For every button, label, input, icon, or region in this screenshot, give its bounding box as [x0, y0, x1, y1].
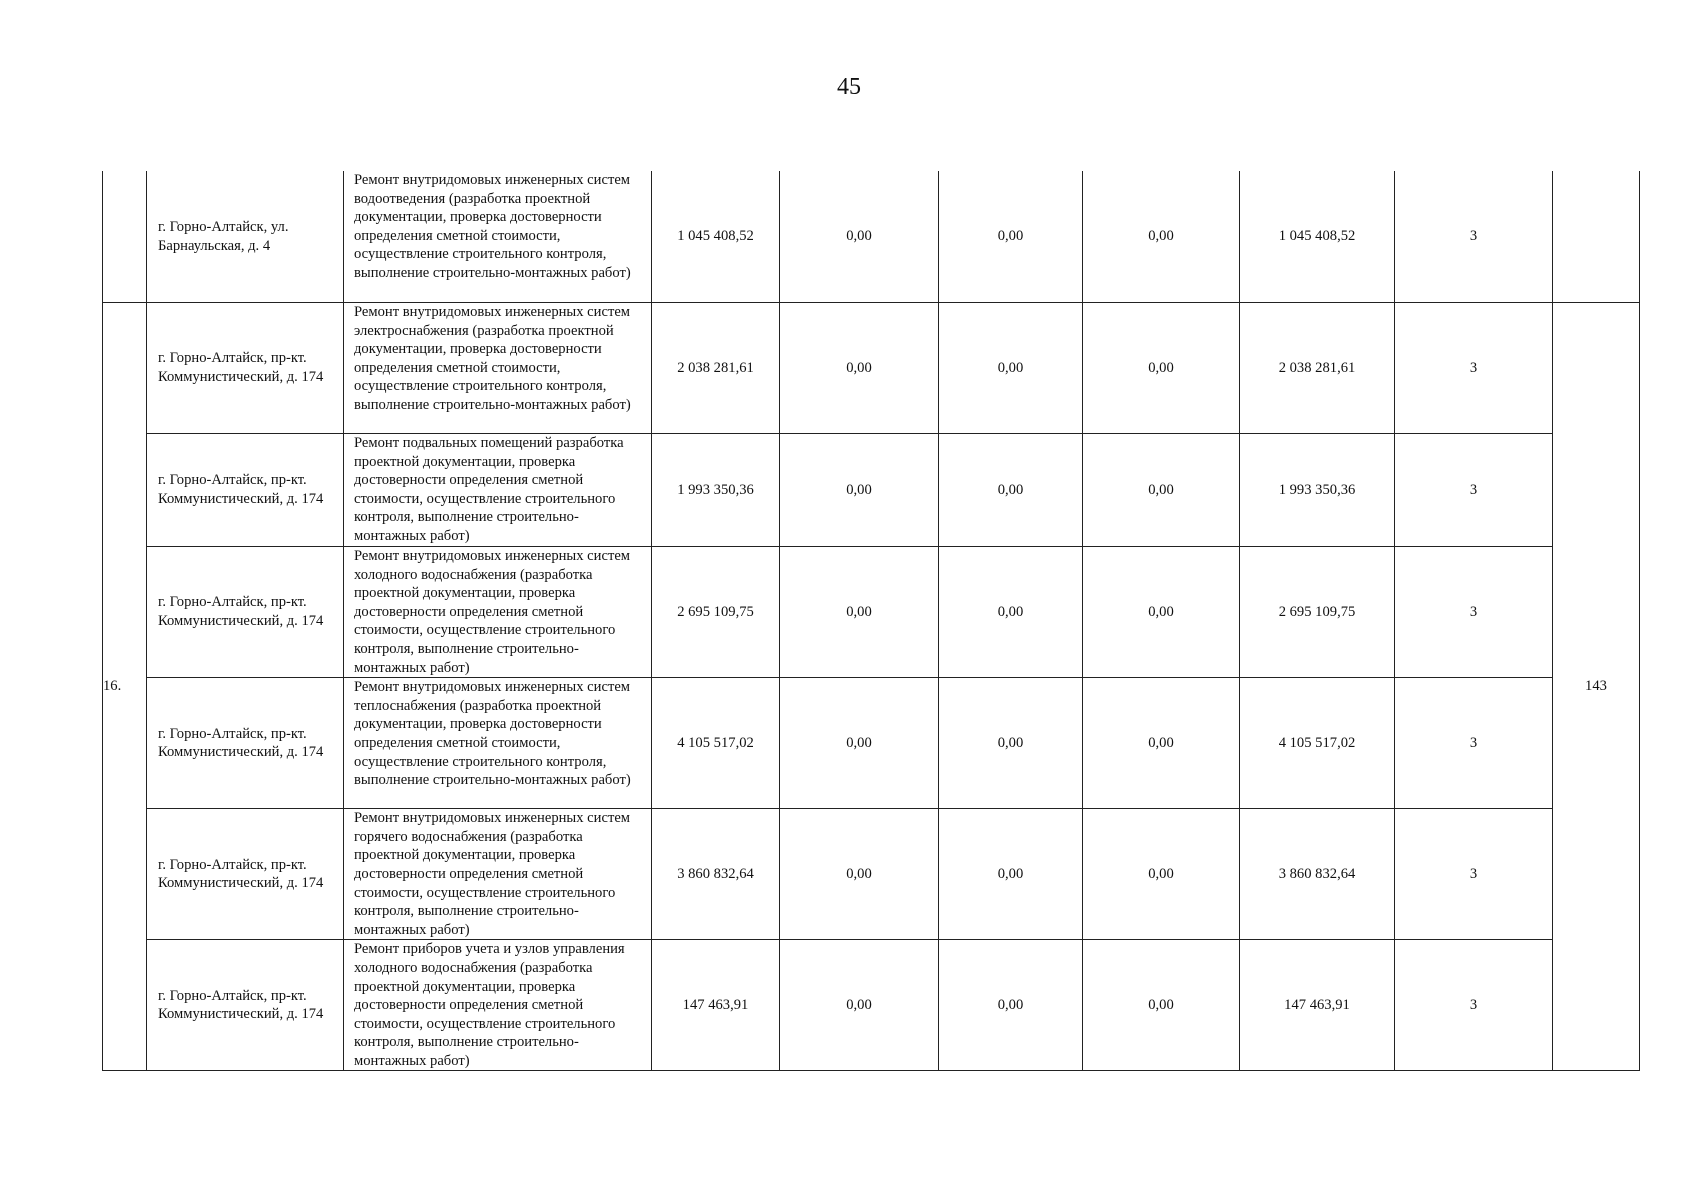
total-cell: 1 993 350,36	[1240, 434, 1395, 547]
value1-cell: 0,00	[780, 434, 939, 547]
total-cell: 2 038 281,61	[1240, 303, 1395, 434]
value3-cell: 0,00	[1083, 303, 1240, 434]
address-cell: г. Горно-Алтайск, пр-кт. Коммунистический, д. 174	[147, 940, 344, 1071]
address-cell: г. Горно-Алтайск, пр-кт. Коммунистический, д. 174	[147, 547, 344, 678]
value2-cell: 0,00	[939, 678, 1083, 809]
cost-cell: 1 993 350,36	[652, 434, 780, 547]
value2-cell: 0,00	[939, 434, 1083, 547]
cost-cell: 4 105 517,02	[652, 678, 780, 809]
description-cell	[344, 940, 652, 1071]
address-cell: г. Горно-Алтайск, пр-кт. Коммунистический, д. 174	[147, 434, 344, 547]
description-text: Ремонт внутридомовых инженерных систем электроснабжения (разработка проектной документации, проверка достоверности определения сметной стоимости, осуществление строительного контроля, выполнение строительно-монтажных работ)	[354, 304, 631, 413]
page-number: 45	[837, 74, 861, 100]
value3-cell: 0,00	[1083, 940, 1240, 1071]
table-row	[103, 940, 1640, 1071]
cost-cell: 3 860 832,64	[652, 809, 780, 940]
value1-cell: 0,00	[780, 809, 939, 940]
years-cell: 3	[1395, 809, 1553, 940]
group-number-cell: 16.	[103, 303, 147, 1071]
cost-cell: 1 045 408,52	[652, 171, 780, 303]
table-row	[103, 547, 1640, 678]
total-cell: 4 105 517,02	[1240, 678, 1395, 809]
group-total-cell: 143	[1553, 303, 1640, 1071]
address-cell: г. Горно-Алтайск, пр-кт. Коммунистический, д. 174	[147, 303, 344, 434]
address-cell: г. Горно-Алтайск, пр-кт. Коммунистический, д. 174	[147, 809, 344, 940]
value1-cell: 0,00	[780, 171, 939, 303]
works-table	[102, 171, 1640, 1071]
description-text: Ремонт внутридомовых инженерных систем горячего водоснабжения (разработка проектной документации, проверка достоверности определения сметной стоимости, осуществление строительного контроля, выполнение строительно-монтажных работ)	[354, 810, 631, 938]
table-row	[103, 434, 1640, 547]
value1-cell: 0,00	[780, 303, 939, 434]
value2-cell: 0,00	[939, 547, 1083, 678]
years-cell: 3	[1395, 547, 1553, 678]
years-cell: 3	[1395, 171, 1553, 303]
table-row	[103, 809, 1640, 940]
group-total-cell-empty	[1553, 171, 1640, 303]
value1-cell: 0,00	[780, 940, 939, 1071]
value3-cell: 0,00	[1083, 809, 1240, 940]
value3-cell: 0,00	[1083, 678, 1240, 809]
address-cell: г. Горно-Алтайск, пр-кт. Коммунистический, д. 174	[147, 678, 344, 809]
total-cell: 2 695 109,75	[1240, 547, 1395, 678]
description-cell	[344, 678, 652, 809]
years-cell: 3	[1395, 434, 1553, 547]
table-row	[103, 303, 1640, 434]
value2-cell: 0,00	[939, 809, 1083, 940]
address-cell: г. Горно-Алтайск, ул. Барнаульская, д. 4	[147, 171, 344, 303]
total-cell: 147 463,91	[1240, 940, 1395, 1071]
total-cell: 1 045 408,52	[1240, 171, 1395, 303]
value3-cell: 0,00	[1083, 547, 1240, 678]
description-cell	[344, 809, 652, 940]
description-cell	[344, 303, 652, 434]
description-text: Ремонт внутридомовых инженерных систем теплоснабжения (разработка проектной документации, проверка достоверности определения сметной стоимости, осуществление строительного контроля, выполнение строительно-монтажных работ)	[354, 679, 631, 789]
description-text: Ремонт приборов учета и узлов управления холодного водоснабжения (разработка проектной документации, проверка достоверности определения сметной стоимости, осуществление строительного контроля, выполнение строительно-монтажных работ)	[354, 941, 625, 1069]
description-cell	[344, 171, 652, 303]
description-text: Ремонт внутридомовых инженерных систем холодного водоснабжения (разработка проектной документации, проверка достоверности определения сметной стоимости, осуществление строительного контроля, выполнение строительно-монтажных работ)	[354, 548, 631, 676]
total-cell: 3 860 832,64	[1240, 809, 1395, 940]
description-text: Ремонт подвальных помещений разработка проектной документации, проверка достоверности определения сметной стоимости, осуществление строительного контроля, выполнение строительно-монтажных работ)	[354, 435, 624, 544]
table-row	[103, 678, 1640, 809]
value2-cell: 0,00	[939, 940, 1083, 1071]
row-number-cell-empty	[103, 171, 147, 303]
table-row	[103, 171, 1640, 303]
value1-cell: 0,00	[780, 547, 939, 678]
cost-cell: 147 463,91	[652, 940, 780, 1071]
cost-cell: 2 038 281,61	[652, 303, 780, 434]
value2-cell: 0,00	[939, 171, 1083, 303]
years-cell: 3	[1395, 940, 1553, 1071]
cost-cell: 2 695 109,75	[652, 547, 780, 678]
years-cell: 3	[1395, 678, 1553, 809]
description-text: Ремонт внутридомовых инженерных систем водоотведения (разработка проектной документации, проверка достоверности определения сметной стоимости, осуществление строительного контроля, выполнение строительно-монтажных работ)	[354, 172, 631, 281]
description-cell	[344, 434, 652, 547]
years-cell: 3	[1395, 303, 1553, 434]
description-cell	[344, 547, 652, 678]
value2-cell: 0,00	[939, 303, 1083, 434]
value3-cell: 0,00	[1083, 434, 1240, 547]
value3-cell: 0,00	[1083, 171, 1240, 303]
value1-cell: 0,00	[780, 678, 939, 809]
